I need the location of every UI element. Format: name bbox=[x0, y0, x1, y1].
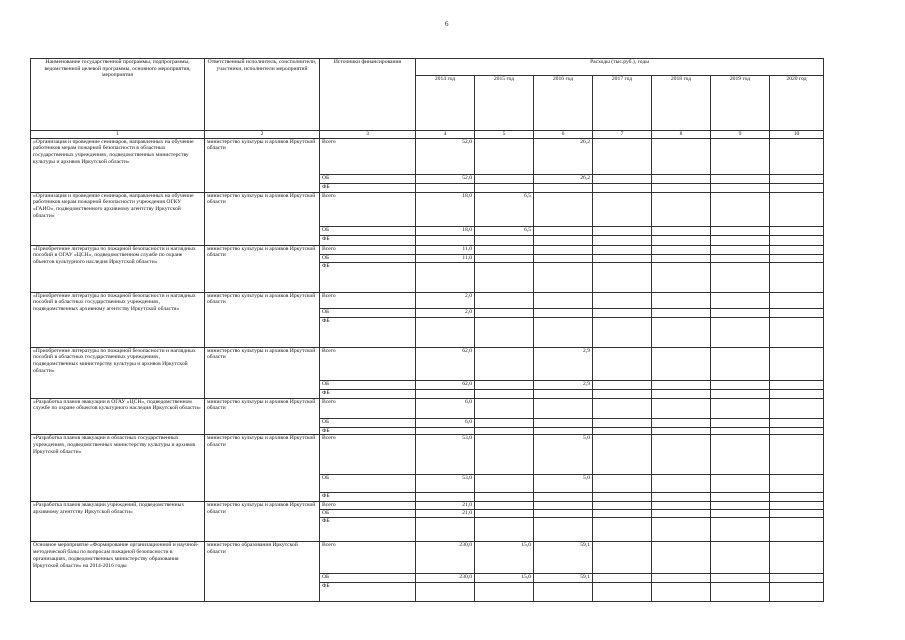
table-row bbox=[31, 347, 824, 380]
column-number: 3 bbox=[320, 131, 416, 139]
financing-source: Всего bbox=[320, 542, 416, 574]
amount-cell bbox=[593, 226, 652, 235]
amount-cell: 230,0 bbox=[416, 542, 475, 574]
amount-cell bbox=[475, 183, 534, 192]
header-year: 2015 год bbox=[475, 76, 534, 131]
amount-cell bbox=[475, 347, 534, 380]
amount-cell: 52,0 bbox=[416, 174, 475, 183]
amount-cell bbox=[770, 475, 824, 493]
amount-cell bbox=[652, 418, 711, 427]
amount-cell: 62,0 bbox=[416, 380, 475, 389]
column-number: 7 bbox=[593, 131, 652, 139]
column-number: 8 bbox=[652, 131, 711, 139]
amount-cell bbox=[475, 380, 534, 389]
column-number: 6 bbox=[534, 131, 593, 139]
amount-cell bbox=[416, 427, 475, 435]
amount-cell bbox=[534, 583, 593, 602]
amount-cell bbox=[416, 518, 475, 542]
activity-name: «Разработка планов эвакуации учреждений, подведомственных архивному агентству Иркутской области» bbox=[31, 502, 205, 542]
amount-cell bbox=[770, 542, 824, 574]
amount-cell bbox=[770, 347, 824, 380]
amount-cell: 11,0 bbox=[416, 245, 475, 254]
table-row bbox=[31, 435, 824, 475]
amount-cell bbox=[711, 435, 770, 475]
amount-cell: 2,0 bbox=[416, 308, 475, 317]
amount-cell bbox=[593, 245, 652, 254]
amount-cell bbox=[652, 518, 711, 542]
amount-cell bbox=[593, 418, 652, 427]
amount-cell bbox=[475, 418, 534, 427]
amount-cell bbox=[711, 317, 770, 347]
financing-source: Всего bbox=[320, 502, 416, 510]
amount-cell bbox=[534, 192, 593, 226]
amount-cell bbox=[593, 262, 652, 292]
amount-cell bbox=[593, 174, 652, 183]
amount-cell bbox=[652, 435, 711, 475]
amount-cell bbox=[534, 518, 593, 542]
financing-source: ОБ bbox=[320, 574, 416, 583]
amount-cell bbox=[711, 475, 770, 493]
amount-cell bbox=[711, 262, 770, 292]
header-year: 2016 год bbox=[534, 76, 593, 131]
amount-cell bbox=[711, 226, 770, 235]
amount-cell bbox=[652, 502, 711, 510]
financing-source: ФБ bbox=[320, 389, 416, 398]
table-row bbox=[31, 138, 824, 174]
amount-cell bbox=[711, 192, 770, 226]
executor-name: министерство культуры и архивов Иркутской области bbox=[205, 292, 320, 347]
financing-source: Всего bbox=[320, 245, 416, 254]
amount-cell bbox=[416, 262, 475, 292]
amount-cell bbox=[652, 542, 711, 574]
executor-name: министерство культуры и архивов Иркутской области bbox=[205, 502, 320, 542]
amount-cell bbox=[475, 398, 534, 418]
amount-cell: 52,0 bbox=[416, 138, 475, 174]
amount-cell: 6,0 bbox=[416, 398, 475, 418]
table-row bbox=[31, 398, 824, 418]
amount-cell bbox=[711, 254, 770, 262]
amount-cell bbox=[475, 235, 534, 245]
amount-cell bbox=[652, 192, 711, 226]
financing-source: ФБ bbox=[320, 427, 416, 435]
amount-cell bbox=[593, 475, 652, 493]
amount-cell bbox=[652, 583, 711, 602]
amount-cell bbox=[711, 308, 770, 317]
amount-cell bbox=[593, 138, 652, 174]
amount-cell: 230,0 bbox=[416, 574, 475, 583]
amount-cell bbox=[711, 418, 770, 427]
amount-cell bbox=[416, 389, 475, 398]
amount-cell bbox=[770, 308, 824, 317]
financing-source: ФБ bbox=[320, 235, 416, 245]
executor-name: министерство культуры и архивов Иркутской области bbox=[205, 435, 320, 502]
amount-cell bbox=[593, 583, 652, 602]
amount-cell bbox=[475, 138, 534, 174]
amount-cell: 6,0 bbox=[416, 418, 475, 427]
amount-cell bbox=[770, 583, 824, 602]
amount-cell bbox=[534, 418, 593, 427]
column-number: 5 bbox=[475, 131, 534, 139]
amount-cell: 5,0 bbox=[534, 435, 593, 475]
financing-source: ОБ bbox=[320, 254, 416, 262]
amount-cell bbox=[652, 245, 711, 254]
amount-cell bbox=[652, 138, 711, 174]
amount-cell bbox=[770, 435, 824, 475]
amount-cell bbox=[593, 183, 652, 192]
amount-cell bbox=[652, 398, 711, 418]
amount-cell bbox=[652, 308, 711, 317]
amount-cell bbox=[770, 192, 824, 226]
amount-cell bbox=[711, 347, 770, 380]
amount-cell bbox=[593, 427, 652, 435]
amount-cell bbox=[770, 380, 824, 389]
financing-source: Всего bbox=[320, 292, 416, 308]
page-number: 6 bbox=[445, 20, 449, 28]
amount-cell bbox=[770, 262, 824, 292]
amount-cell bbox=[652, 254, 711, 262]
amount-cell bbox=[711, 574, 770, 583]
amount-cell bbox=[770, 398, 824, 418]
amount-cell bbox=[534, 427, 593, 435]
financing-source: ОБ bbox=[320, 174, 416, 183]
financing-source: ОБ bbox=[320, 380, 416, 389]
amount-cell bbox=[711, 542, 770, 574]
amount-cell bbox=[652, 510, 711, 518]
amount-cell bbox=[475, 292, 534, 308]
amount-cell bbox=[770, 235, 824, 245]
amount-cell bbox=[534, 502, 593, 510]
amount-cell: 21,0 bbox=[416, 510, 475, 518]
amount-cell bbox=[770, 493, 824, 502]
activity-name: «Разработка планов эвакуации в ОГАУ «ЦСН», подведомственном службе по охране объектов культурного наследия Иркутской области» bbox=[31, 398, 205, 435]
amount-cell bbox=[711, 427, 770, 435]
amount-cell bbox=[534, 510, 593, 518]
amount-cell bbox=[593, 574, 652, 583]
executor-name: министерство культуры и архивов Иркутской области bbox=[205, 347, 320, 398]
table-row bbox=[31, 292, 824, 308]
amount-cell bbox=[475, 518, 534, 542]
table-row bbox=[31, 192, 824, 226]
activity-name: «Организация и проведение семинаров, направленных на обучение работников мерам пожарной безопасности учреждения ОГКУ «ГАИО», подведомственного архивному агентству Иркутской области» bbox=[31, 192, 205, 245]
amount-cell bbox=[711, 518, 770, 542]
amount-cell: 15,0 bbox=[475, 542, 534, 574]
amount-cell: 11,0 bbox=[416, 254, 475, 262]
amount-cell: 18,0 bbox=[416, 226, 475, 235]
financing-source: ОБ bbox=[320, 418, 416, 427]
amount-cell: 59,1 bbox=[534, 574, 593, 583]
amount-cell bbox=[593, 510, 652, 518]
amount-cell bbox=[770, 317, 824, 347]
header-financing-source: Источники финансирования bbox=[320, 59, 416, 131]
financing-source: ФБ bbox=[320, 493, 416, 502]
amount-cell bbox=[652, 427, 711, 435]
amount-cell bbox=[711, 389, 770, 398]
header-year: 2014 год bbox=[416, 76, 475, 131]
amount-cell bbox=[652, 380, 711, 389]
amount-cell bbox=[770, 574, 824, 583]
amount-cell bbox=[711, 583, 770, 602]
amount-cell bbox=[593, 317, 652, 347]
amount-cell bbox=[652, 183, 711, 192]
amount-cell bbox=[770, 183, 824, 192]
amount-cell bbox=[534, 308, 593, 317]
column-number: 10 bbox=[770, 131, 824, 139]
amount-cell bbox=[534, 493, 593, 502]
amount-cell bbox=[593, 380, 652, 389]
activity-name: «Разработка планов эвакуации в областных государственных учреждениях, подведомственных министерству культуры и архивов Иркутской области» bbox=[31, 435, 205, 502]
amount-cell bbox=[416, 493, 475, 502]
amount-cell bbox=[416, 183, 475, 192]
amount-cell bbox=[711, 510, 770, 518]
amount-cell bbox=[475, 254, 534, 262]
amount-cell bbox=[770, 518, 824, 542]
column-number: 1 bbox=[31, 131, 205, 139]
amount-cell bbox=[534, 226, 593, 235]
amount-cell bbox=[593, 389, 652, 398]
amount-cell: 53,0 bbox=[416, 435, 475, 475]
amount-cell bbox=[593, 542, 652, 574]
executor-name: министерство культуры и архивов Иркутской области bbox=[205, 245, 320, 292]
amount-cell bbox=[593, 308, 652, 317]
table-row bbox=[31, 245, 824, 254]
amount-cell bbox=[652, 262, 711, 292]
table-row bbox=[31, 502, 824, 510]
amount-cell bbox=[475, 245, 534, 254]
financing-source: ОБ bbox=[320, 308, 416, 317]
amount-cell bbox=[711, 183, 770, 192]
amount-cell bbox=[711, 174, 770, 183]
header-year: 2018 год bbox=[652, 76, 711, 131]
amount-cell: 15,0 bbox=[475, 574, 534, 583]
amount-cell bbox=[770, 138, 824, 174]
amount-cell bbox=[593, 347, 652, 380]
amount-cell: 2,0 bbox=[416, 292, 475, 308]
header-executor: Ответственный исполнитель, соисполнители, участники, исполнители мероприятий bbox=[205, 59, 320, 131]
amount-cell bbox=[534, 317, 593, 347]
amount-cell: 2,9 bbox=[534, 380, 593, 389]
amount-cell bbox=[475, 317, 534, 347]
financing-source: ОБ bbox=[320, 475, 416, 493]
header-year: 2017 год bbox=[593, 76, 652, 131]
activity-name: «Организация и проведение семинаров, направленных на обучение работников мерам пожарной безопасности в областных государственных учреждениях, подведомственных министерству культуры и архивов Иркутской области» bbox=[31, 138, 205, 192]
financing-source: ОБ bbox=[320, 226, 416, 235]
amount-cell: 21,0 bbox=[416, 502, 475, 510]
amount-cell bbox=[534, 398, 593, 418]
amount-cell bbox=[652, 475, 711, 493]
amount-cell bbox=[711, 292, 770, 308]
amount-cell bbox=[475, 389, 534, 398]
amount-cell: 53,0 bbox=[416, 475, 475, 493]
amount-cell bbox=[593, 398, 652, 418]
amount-cell bbox=[593, 292, 652, 308]
amount-cell bbox=[593, 254, 652, 262]
column-number: 4 bbox=[416, 131, 475, 139]
financing-source: Всего bbox=[320, 435, 416, 475]
amount-cell bbox=[711, 398, 770, 418]
amount-cell bbox=[475, 502, 534, 510]
amount-cell bbox=[475, 262, 534, 292]
amount-cell bbox=[534, 262, 593, 292]
amount-cell bbox=[593, 435, 652, 475]
table-row bbox=[31, 542, 824, 574]
amount-cell bbox=[534, 389, 593, 398]
amount-cell bbox=[652, 493, 711, 502]
header-year: 2019 год bbox=[711, 76, 770, 131]
amount-cell bbox=[770, 389, 824, 398]
amount-cell bbox=[475, 493, 534, 502]
financing-source: ФБ bbox=[320, 518, 416, 542]
amount-cell: 6,5 bbox=[475, 226, 534, 235]
amount-cell bbox=[475, 510, 534, 518]
column-number: 2 bbox=[205, 131, 320, 139]
amount-cell bbox=[475, 174, 534, 183]
amount-cell bbox=[652, 574, 711, 583]
amount-cell bbox=[770, 245, 824, 254]
activity-name: Основное мероприятие «Формирование организационной и научной-методической базы по вопросам пожарной безопасности в организациях, подведомственных министерству образования Иркутской области» на 2014-2016 годы bbox=[31, 542, 205, 602]
column-numbers-row bbox=[31, 131, 824, 139]
amount-cell bbox=[416, 583, 475, 602]
amount-cell bbox=[711, 493, 770, 502]
activity-name: «Приобретение литературы по пожарной безопасности и наглядных пособий в областных государственных учреждениях, подведомственных министерству культуры и архивов Иркутской области» bbox=[31, 347, 205, 398]
amount-cell bbox=[534, 235, 593, 245]
activity-name: «Приобретение литературы по пожарной безопасности и наглядных пособий в ОГАУ «ЦСН», подведомственном службе по охране объектов культурного наследия Иркутской области» bbox=[31, 245, 205, 292]
amount-cell bbox=[534, 245, 593, 254]
amount-cell bbox=[770, 174, 824, 183]
header-program-name: Наименование государственной программы, подпрограммы, ведомственной целевой программы, основного мероприятия, мероприятия bbox=[31, 59, 205, 131]
amount-cell bbox=[475, 583, 534, 602]
financing-source: ФБ bbox=[320, 183, 416, 192]
column-number: 9 bbox=[711, 131, 770, 139]
amount-cell bbox=[770, 226, 824, 235]
executor-name: министерство культуры и архивов Иркутской области bbox=[205, 398, 320, 435]
amount-cell bbox=[475, 308, 534, 317]
amount-cell bbox=[652, 389, 711, 398]
financing-source: Всего bbox=[320, 192, 416, 226]
executor-name: министерство культуры и архивов Иркутской области bbox=[205, 138, 320, 192]
amount-cell bbox=[652, 174, 711, 183]
header-expenses: Расходы (тыс.руб.), годы bbox=[416, 59, 824, 76]
amount-cell bbox=[770, 418, 824, 427]
amount-cell bbox=[711, 245, 770, 254]
amount-cell bbox=[652, 226, 711, 235]
amount-cell: 26,2 bbox=[534, 138, 593, 174]
financing-source: Всего bbox=[320, 347, 416, 380]
amount-cell bbox=[770, 254, 824, 262]
financing-source: Всего bbox=[320, 138, 416, 174]
amount-cell: 59,1 bbox=[534, 542, 593, 574]
amount-cell bbox=[770, 502, 824, 510]
financing-source: ФБ bbox=[320, 317, 416, 347]
amount-cell bbox=[475, 475, 534, 493]
amount-cell bbox=[711, 502, 770, 510]
amount-cell bbox=[593, 518, 652, 542]
amount-cell bbox=[652, 347, 711, 380]
amount-cell bbox=[593, 493, 652, 502]
executor-name: министерство культуры и архивов Иркутской области bbox=[205, 192, 320, 245]
amount-cell bbox=[652, 317, 711, 347]
amount-cell bbox=[593, 192, 652, 226]
amount-cell bbox=[534, 254, 593, 262]
amount-cell bbox=[652, 292, 711, 308]
amount-cell bbox=[711, 235, 770, 245]
header-year: 2020 год bbox=[770, 76, 824, 131]
amount-cell bbox=[416, 235, 475, 245]
financing-table bbox=[30, 58, 824, 602]
amount-cell bbox=[475, 435, 534, 475]
amount-cell bbox=[770, 510, 824, 518]
amount-cell bbox=[652, 235, 711, 245]
activity-name: «Приобретение литературы по пожарной безопасности и наглядных пособий в областных государственных учреждениях, подведомственных архивному агентству Иркутской области» bbox=[31, 292, 205, 347]
financing-source: ФБ bbox=[320, 583, 416, 602]
amount-cell bbox=[475, 427, 534, 435]
amount-cell bbox=[416, 317, 475, 347]
amount-cell: 6,5 bbox=[475, 192, 534, 226]
amount-cell bbox=[593, 235, 652, 245]
financing-source: Всего bbox=[320, 398, 416, 418]
amount-cell bbox=[711, 138, 770, 174]
executor-name: министерство образования Иркутской области bbox=[205, 542, 320, 602]
amount-cell bbox=[711, 380, 770, 389]
amount-cell: 2,9 bbox=[534, 347, 593, 380]
amount-cell bbox=[770, 292, 824, 308]
amount-cell bbox=[534, 183, 593, 192]
amount-cell: 18,0 bbox=[416, 192, 475, 226]
amount-cell bbox=[534, 292, 593, 308]
amount-cell: 62,0 bbox=[416, 347, 475, 380]
financing-source: ФБ bbox=[320, 262, 416, 292]
amount-cell: 5,0 bbox=[534, 475, 593, 493]
amount-cell: 26,2 bbox=[534, 174, 593, 183]
amount-cell bbox=[593, 502, 652, 510]
financing-source: ОБ bbox=[320, 510, 416, 518]
amount-cell bbox=[770, 427, 824, 435]
